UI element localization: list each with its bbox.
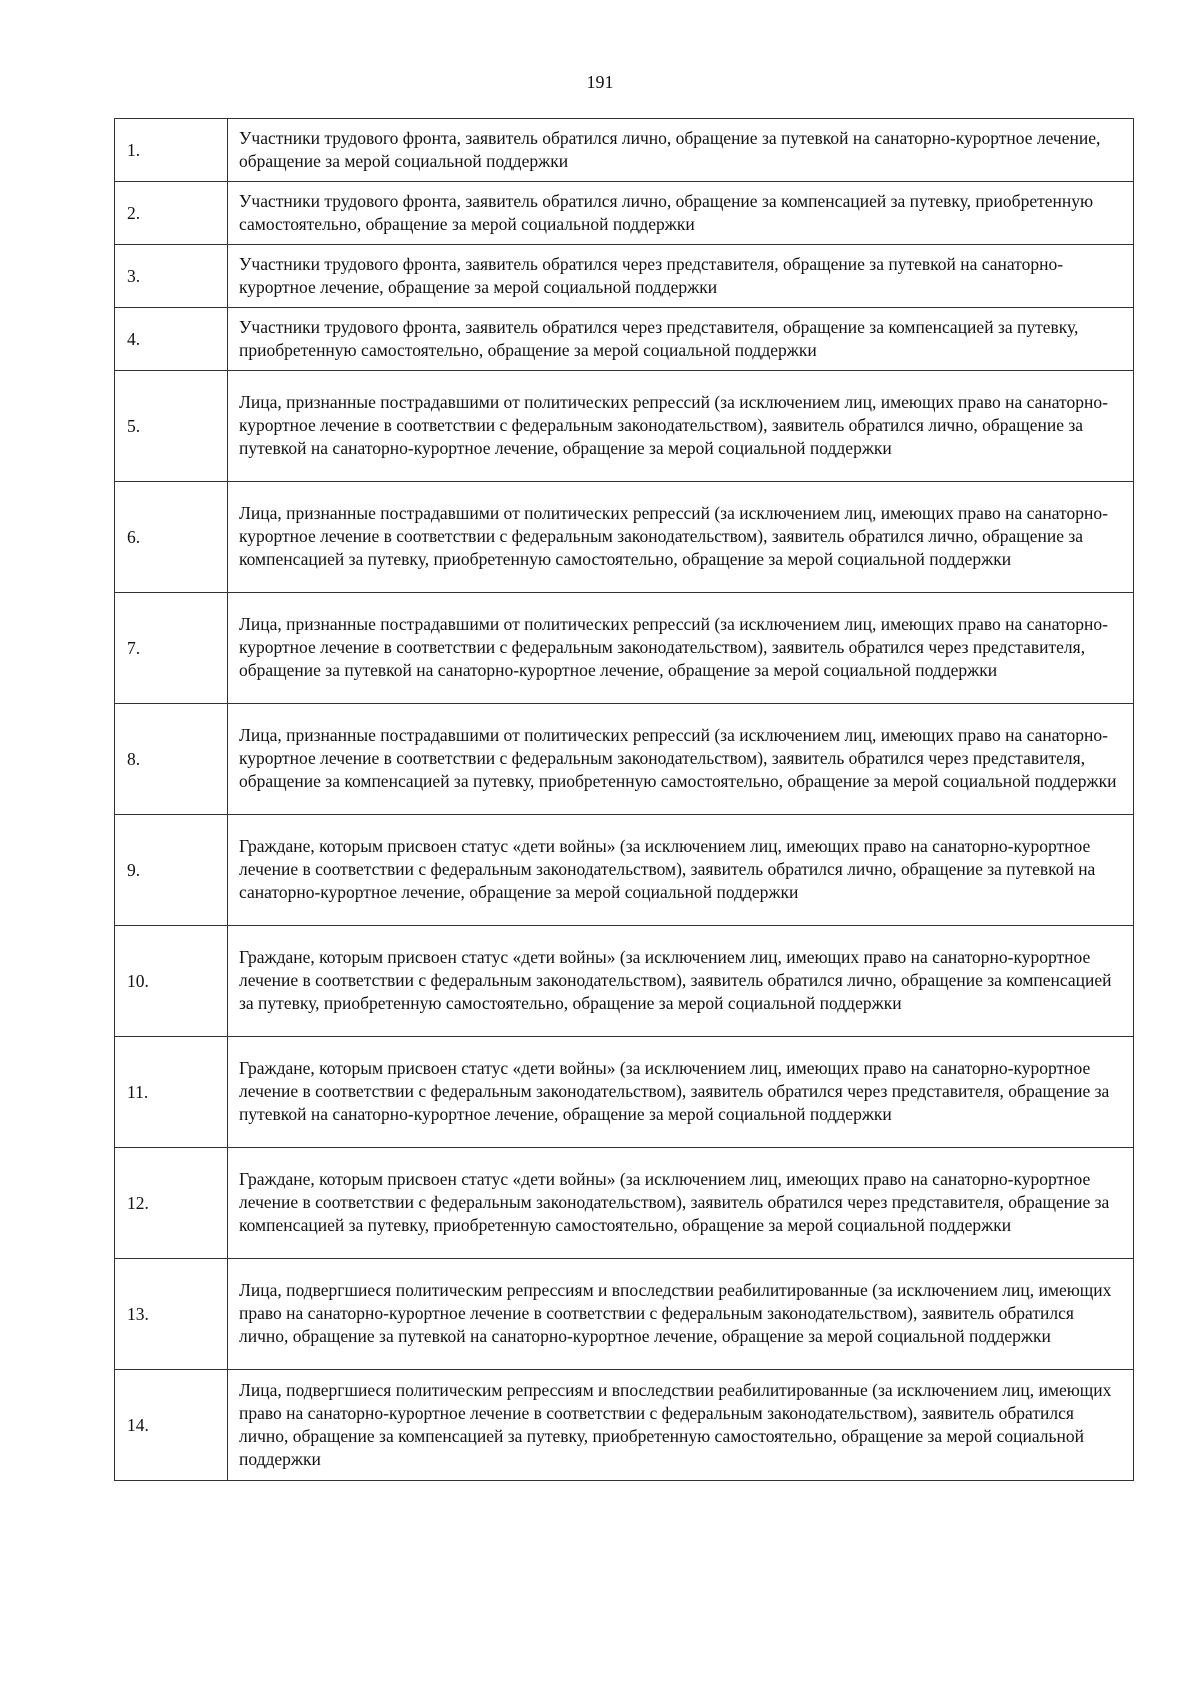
row-number: 7. (115, 593, 228, 704)
table-row (115, 371, 1134, 482)
row-number: 13. (115, 1259, 228, 1370)
row-number: 10. (115, 926, 228, 1037)
row-number: 2. (115, 182, 228, 245)
row-number: 11. (115, 1037, 228, 1148)
table-row (115, 704, 1134, 815)
table-row (115, 1148, 1134, 1259)
row-number: 14. (115, 1370, 228, 1481)
row-number: 8. (115, 704, 228, 815)
page-number: 191 (586, 72, 614, 92)
table-row (115, 308, 1134, 371)
row-number: 9. (115, 815, 228, 926)
table-row (115, 245, 1134, 308)
row-number: 3. (115, 245, 228, 308)
variants-table (114, 118, 1134, 1481)
row-number: 6. (115, 482, 228, 593)
row-number: 1. (115, 119, 228, 182)
row-description: Лица, признанные пострадавшими от политических репрессий (за исключением лиц, имеющих право на санаторно-курортное лечение в соответствии с федеральным законодательством), заявитель обратился лично, обращение за компенсацией за путевку, приобретенную самостоятельно, обращение за мерой социальной поддержки (228, 482, 1134, 593)
row-description: Граждане, которым присвоен статус «дети войны» (за исключением лиц, имеющих право на санаторно-курортное лечение в соответствии с федеральным законодательством), заявитель обратился через представителя, обращение за компенсацией за путевку, приобретенную самостоятельно, обращение за мерой социальной поддержки (228, 1148, 1134, 1259)
row-description: Участники трудового фронта, заявитель обратился лично, обращение за путевкой на санаторно-курортное лечение, обращение за мерой социальной поддержки (228, 119, 1134, 182)
table-row (115, 1037, 1134, 1148)
row-description: Граждане, которым присвоен статус «дети войны» (за исключением лиц, имеющих право на санаторно-курортное лечение в соответствии с федеральным законодательством), заявитель обратился лично, обращение за компенсацией за путевку, приобретенную самостоятельно, обращение за мерой социальной поддержки (228, 926, 1134, 1037)
table-row (115, 1259, 1134, 1370)
table-row (115, 1370, 1134, 1481)
row-description: Лица, подвергшиеся политическим репрессиям и впоследствии реабилитированные (за исключением лиц, имеющих право на санаторно-курортное лечение в соответствии с федеральным законодательством), заявитель обратился лично, обращение за путевкой на санаторно-курортное лечение, обращение за мерой социальной поддержки (228, 1259, 1134, 1370)
table-row (115, 593, 1134, 704)
row-description: Лица, признанные пострадавшими от политических репрессий (за исключением лиц, имеющих право на санаторно-курортное лечение в соответствии с федеральным законодательством), заявитель обратился через представителя, обращение за путевкой на санаторно-курортное лечение, обращение за мерой социальной поддержки (228, 593, 1134, 704)
table-row (115, 482, 1134, 593)
row-number: 12. (115, 1148, 228, 1259)
table-row (115, 182, 1134, 245)
row-number: 5. (115, 371, 228, 482)
row-description: Лица, признанные пострадавшими от политических репрессий (за исключением лиц, имеющих право на санаторно-курортное лечение в соответствии с федеральным законодательством), заявитель обратился лично, обращение за путевкой на санаторно-курортное лечение, обращение за мерой социальной поддержки (228, 371, 1134, 482)
row-description: Участники трудового фронта, заявитель обратился через представителя, обращение за компенсацией за путевку, приобретенную самостоятельно, обращение за мерой социальной поддержки (228, 308, 1134, 371)
table-row (115, 926, 1134, 1037)
row-description: Лица, подвергшиеся политическим репрессиям и впоследствии реабилитированные (за исключением лиц, имеющих право на санаторно-курортное лечение в соответствии с федеральным законодательством), заявитель обратился лично, обращение за компенсацией за путевку, приобретенную самостоятельно, обращение за мерой социальной поддержки (228, 1370, 1134, 1481)
row-description: Участники трудового фронта, заявитель обратился через представителя, обращение за путевкой на санаторно-курортное лечение, обращение за мерой социальной поддержки (228, 245, 1134, 308)
table-row (115, 815, 1134, 926)
row-number: 4. (115, 308, 228, 371)
row-description: Участники трудового фронта, заявитель обратился лично, обращение за компенсацией за путевку, приобретенную самостоятельно, обращение за мерой социальной поддержки (228, 182, 1134, 245)
row-description: Лица, признанные пострадавшими от политических репрессий (за исключением лиц, имеющих право на санаторно-курортное лечение в соответствии с федеральным законодательством), заявитель обратился через представителя, обращение за компенсацией за путевку, приобретенную самостоятельно, обращение за мерой социальной поддержки (228, 704, 1134, 815)
table-row (115, 119, 1134, 182)
row-description: Граждане, которым присвоен статус «дети войны» (за исключением лиц, имеющих право на санаторно-курортное лечение в соответствии с федеральным законодательством), заявитель обратился через представителя, обращение за путевкой на санаторно-курортное лечение, обращение за мерой социальной поддержки (228, 1037, 1134, 1148)
row-description: Граждане, которым присвоен статус «дети войны» (за исключением лиц, имеющих право на санаторно-курортное лечение в соответствии с федеральным законодательством), заявитель обратился лично, обращение за путевкой на санаторно-курортное лечение, обращение за мерой социальной поддержки (228, 815, 1134, 926)
